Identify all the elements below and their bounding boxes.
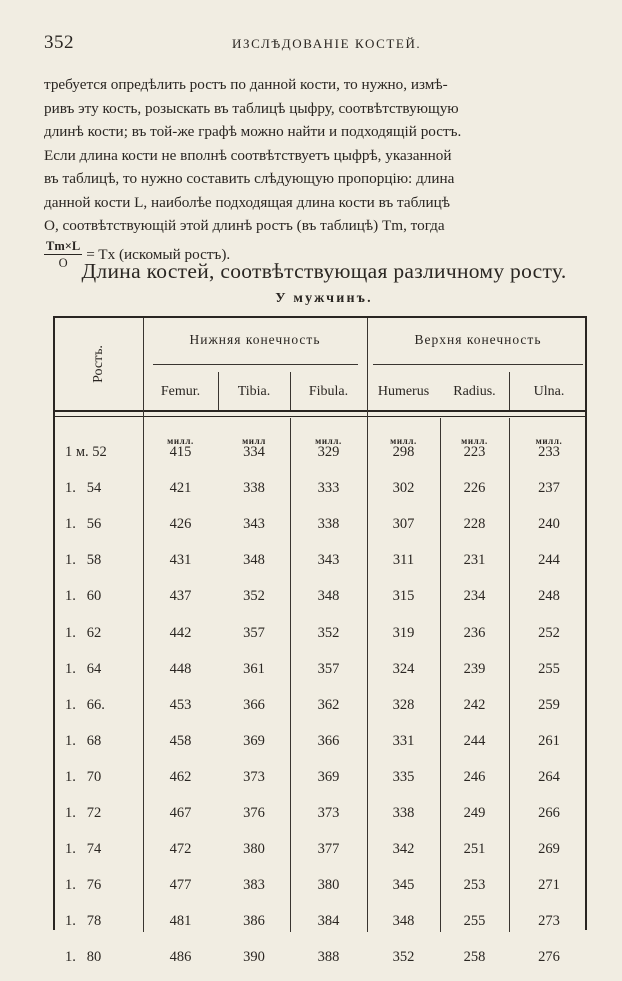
table-row: [55, 444, 589, 476]
value-cell: 383: [243, 877, 265, 894]
value-cell: 373: [317, 805, 340, 821]
formula-numerator: Tm×L: [44, 240, 82, 256]
column-header-fibula: Fibula.: [308, 384, 349, 399]
value-cell: 453: [169, 696, 192, 713]
table-row: [55, 480, 589, 512]
value-cell: 338: [317, 516, 340, 533]
value-cell: 369: [243, 732, 265, 749]
value-cell: 264: [538, 768, 560, 785]
height-cell: 1. 58: [65, 552, 102, 569]
text-line: Если длина кости не вполнѣ соотвѣтствуетъ цыфрѣ, указанной: [44, 146, 452, 164]
column-header-humerus: Humerus: [377, 384, 430, 399]
value-cell: 307: [392, 516, 415, 533]
value-cell: 255: [538, 660, 560, 677]
running-head: [44, 32, 592, 54]
value-cell: 228: [463, 516, 486, 533]
height-cell: 1. 76: [65, 877, 102, 894]
value-cell: 328: [392, 696, 415, 713]
table-row: [55, 625, 589, 657]
table-subtitle: У мужчинъ.: [275, 291, 373, 306]
value-cell: 239: [463, 660, 486, 677]
value-cell: 271: [538, 877, 560, 894]
bone-length-table: [53, 316, 587, 966]
value-cell: 343: [317, 552, 340, 569]
unit-label: милл.: [535, 436, 563, 446]
value-cell: 237: [538, 480, 560, 497]
value-cell: 342: [392, 841, 415, 858]
stub-header: [55, 318, 143, 410]
text-line: длинѣ кости; въ той-же графѣ можно найти и подходящій ростъ.: [44, 123, 462, 140]
value-cell: 486: [169, 949, 192, 966]
column-header-ulna: Ulna.: [533, 384, 565, 399]
group-header-upper-limb: Верхня конечность: [414, 332, 542, 347]
table-row: [55, 805, 589, 837]
value-cell: 357: [243, 624, 265, 641]
value-cell: 352: [243, 588, 265, 605]
value-cell: 335: [392, 768, 415, 785]
value-cell: 467: [169, 805, 192, 821]
stub-header-label: Ростъ.: [91, 345, 106, 383]
group-header-lower-limb: Нижняя конечность: [189, 332, 321, 347]
value-cell: 259: [538, 696, 560, 713]
body-paragraph: [44, 73, 594, 270]
value-cell: 384: [317, 913, 340, 930]
value-cell: 236: [463, 624, 486, 641]
value-cell: 477: [169, 877, 192, 894]
table-row: [55, 733, 589, 765]
value-cell: 481: [169, 913, 192, 930]
value-cell: 362: [317, 696, 340, 713]
value-cell: 324: [392, 660, 415, 677]
value-cell: 348: [392, 913, 415, 930]
value-cell: 348: [317, 588, 340, 605]
value-cell: 242: [463, 696, 486, 713]
value-cell: 249: [463, 805, 486, 821]
table-row: [55, 588, 589, 620]
value-cell: 302: [392, 480, 415, 497]
value-cell: 415: [169, 444, 192, 460]
value-cell: 376: [243, 805, 265, 821]
value-cell: 244: [538, 552, 560, 569]
header-rule: [55, 416, 585, 417]
group-rule: [373, 364, 583, 365]
value-cell: 261: [538, 732, 560, 749]
value-cell: 380: [317, 877, 340, 894]
value-cell: 377: [317, 841, 340, 858]
value-cell: 333: [317, 480, 340, 497]
value-cell: 348: [243, 552, 265, 569]
unit-label: милл.: [167, 436, 194, 446]
value-cell: 244: [463, 732, 486, 749]
height-cell: 1. 74: [65, 841, 102, 858]
column-header-femur: Femur.: [160, 384, 201, 399]
value-cell: 369: [317, 768, 340, 785]
height-cell: 1. 54: [65, 480, 102, 497]
value-cell: 334: [243, 444, 265, 460]
height-cell: 1. 78: [65, 913, 102, 930]
value-cell: 421: [169, 480, 192, 497]
value-cell: 366: [317, 732, 340, 749]
value-cell: 366: [243, 696, 265, 713]
text-line: въ таблицѣ, то нужно составить слѣдующую пропорцію: длина: [44, 170, 455, 187]
value-cell: 251: [463, 841, 486, 858]
value-cell: 352: [317, 624, 340, 641]
value-cell: 373: [243, 768, 265, 785]
table-row: [55, 841, 589, 873]
value-cell: 343: [243, 516, 265, 533]
height-cell: 1. 68: [65, 732, 102, 749]
table-row: [55, 913, 589, 945]
height-cell: 1. 72: [65, 805, 102, 821]
value-cell: 298: [392, 444, 415, 460]
value-cell: 390: [243, 949, 265, 966]
unit-label: милл: [242, 436, 266, 446]
value-cell: 315: [392, 588, 415, 605]
value-cell: 338: [243, 480, 265, 497]
height-cell: 1. 64: [65, 660, 102, 677]
value-cell: 276: [538, 949, 560, 966]
value-cell: 273: [538, 913, 560, 930]
value-cell: 253: [463, 877, 486, 894]
column-header-radius: Radius.: [453, 384, 496, 399]
height-cell: 1. 56: [65, 516, 102, 533]
height-cell: 1 м. 52: [65, 444, 107, 460]
value-cell: 352: [392, 949, 415, 966]
value-cell: 223: [463, 444, 486, 460]
unit-label: милл.: [390, 436, 417, 446]
value-cell: 258: [463, 949, 486, 966]
table-row: [55, 949, 589, 981]
value-cell: 269: [538, 841, 560, 858]
value-cell: 233: [538, 444, 560, 460]
formula-result: = Tx (искомый ростъ).: [86, 245, 231, 263]
running-title: ИЗСЛѢДОВАНІЕ КОСТЕЙ.: [232, 36, 422, 51]
table-row: [55, 516, 589, 548]
value-cell: 246: [463, 768, 486, 785]
value-cell: 386: [243, 913, 265, 930]
column-header-tibia: Tibia.: [237, 384, 271, 399]
height-cell: 1. 62: [65, 624, 102, 641]
value-cell: 338: [392, 805, 415, 821]
value-cell: 458: [169, 732, 192, 749]
value-cell: 462: [169, 768, 192, 785]
text-line: ривъ эту кость, розыскать въ таблицѣ цыфру, соотвѣтствующую: [44, 99, 459, 117]
table-row: [55, 697, 589, 729]
unit-label: милл.: [461, 436, 488, 446]
height-cell: 1. 60: [65, 588, 102, 605]
value-cell: 361: [243, 660, 265, 677]
value-cell: 266: [538, 805, 560, 821]
page-number: 352: [44, 32, 74, 53]
value-cell: 248: [538, 588, 560, 605]
value-cell: 231: [463, 552, 486, 569]
value-cell: 319: [392, 624, 415, 641]
unit-label: милл.: [315, 436, 342, 446]
value-cell: 442: [169, 624, 192, 641]
header-rule: [55, 410, 585, 412]
value-cell: 226: [463, 480, 486, 497]
text-line: требуется опредѣлить ростъ по данной кости, то нужно, измѣ-: [44, 76, 448, 93]
table-title: Длина костей, соотвѣтствующая различному росту.: [81, 259, 567, 283]
height-cell: 1. 80: [65, 949, 102, 966]
value-cell: 252: [538, 624, 560, 641]
height-cell: 1. 66.: [65, 696, 105, 713]
value-cell: 426: [169, 516, 192, 533]
value-cell: 234: [463, 588, 486, 605]
height-cell: 1. 70: [65, 768, 102, 785]
value-cell: 431: [169, 552, 192, 569]
value-cell: 255: [463, 913, 486, 930]
value-cell: 329: [317, 444, 340, 460]
formula-denominator: O: [58, 256, 68, 270]
value-cell: 448: [169, 660, 192, 677]
value-cell: 345: [392, 877, 415, 894]
table-row: [55, 877, 589, 909]
table-row: [55, 769, 589, 801]
table-row: [55, 552, 589, 584]
text-line: данной кости L, наиболѣе подходящая длина кости въ таблицѣ: [44, 193, 451, 211]
table-row: [55, 661, 589, 693]
value-cell: 357: [317, 660, 340, 677]
value-cell: 311: [392, 552, 415, 569]
value-cell: 472: [169, 841, 192, 858]
value-cell: 331: [392, 732, 415, 749]
text-line: O, соотвѣтствующій этой длинѣ ростъ (въ таблицѣ) Tm, тогда: [44, 217, 445, 234]
value-cell: 380: [243, 841, 265, 858]
value-cell: 437: [169, 588, 192, 605]
value-cell: 240: [538, 516, 560, 533]
value-cell: 388: [317, 949, 340, 966]
group-rule: [153, 364, 358, 365]
